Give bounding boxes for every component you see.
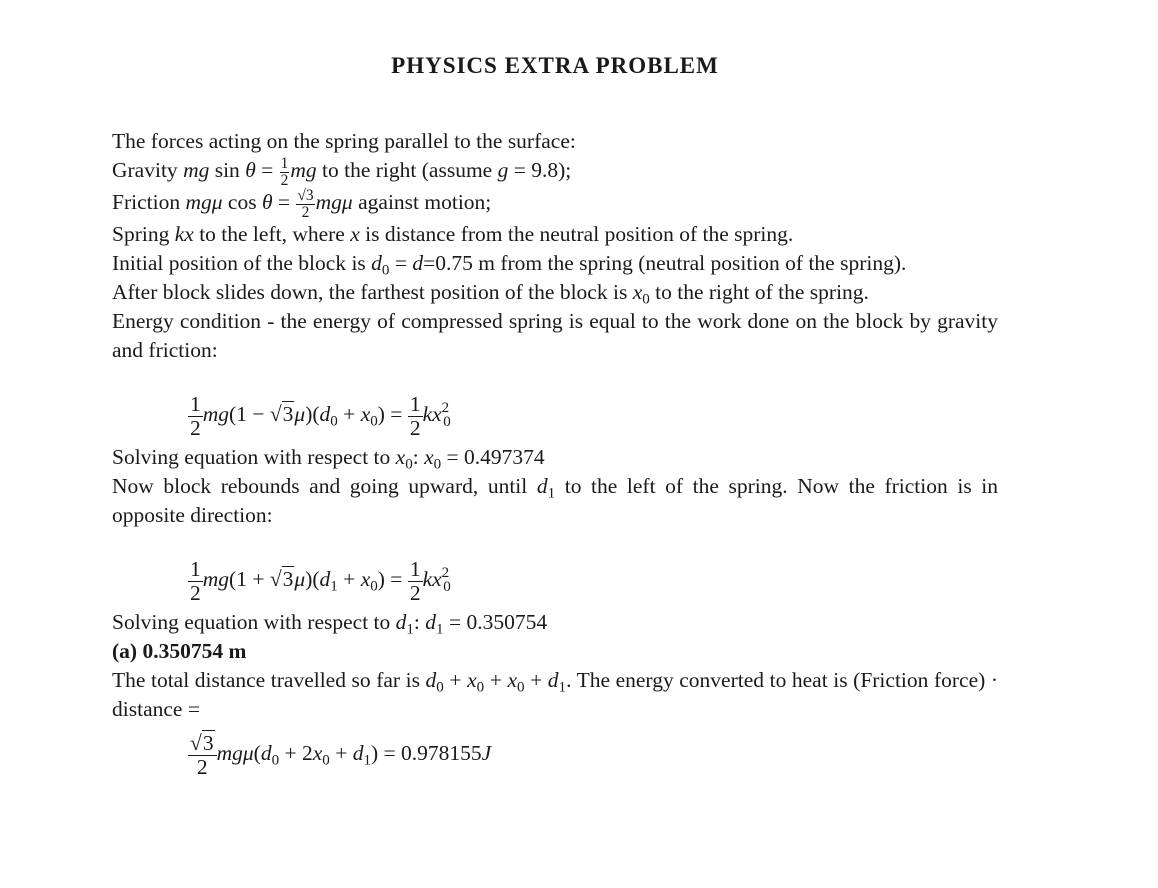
rebound-line: Now block rebounds and going upward, until $d_1$ to the left of the spring. Now the friction is in opposite direction: [112, 474, 999, 528]
farthest-position-line: After block slides down, the farthest position of the block is $x_0$ to the right of the spring. [112, 280, 869, 308]
gravity-line: Gravity mg sin θ = $\frac{1}{2}$ mg to the right (assume g = 9.8); [112, 155, 572, 189]
total-distance-line: The total distance travelled so far is $d_0 + x_0 + x_0 + d_1$. The energy converted to heat is (Friction force) · distance = [112, 668, 998, 722]
solution-body [112, 127, 998, 782]
energy-condition-line: Energy condition - the energy of compressed spring is equal to the work done on the block by gravity and friction: [112, 309, 998, 363]
friction-line: Friction mgμ cos θ = $\frac{√3}{2}$ mgμ against motion; [112, 187, 492, 221]
equation-heat: $\frac{√3}{2}$ $mg\mu(d_0 + 2x_0 + d_1) = 0.978155J$ [190, 731, 492, 779]
intro-line: The forces acting on the spring parallel to the surface: [112, 129, 576, 153]
spring-line: Spring kx to the left, where x is distance from the neutral position of the spring. [112, 222, 794, 247]
equation-rebound: $\frac{1}{2}$ $mg(1 + √3\mu)(d_1 + x_0)$ = $\frac{1}{2}$ $kx^2_0$ [190, 557, 451, 605]
solving-d1-line: Solving equation with respect to $d_1$: $d_1 = 0.350754$ [112, 610, 548, 638]
page-title: PHYSICS EXTRA PROBLEM [391, 53, 719, 78]
solving-x0-line: Solving equation with respect to $x_0$: $x_0 = 0.497374$ [112, 445, 545, 473]
equation-compression: $\frac{1}{2}$ $mg(1 - √3\mu)(d_0 + x_0)$ = $\frac{1}{2}$ $kx^2_0$ [190, 392, 451, 440]
initial-position-line: Initial position of the block is $d_0 = d=0.75$ m from the spring (neutral position of the spring). [112, 251, 907, 279]
answer-a: (a) 0.350754 m [112, 639, 247, 664]
